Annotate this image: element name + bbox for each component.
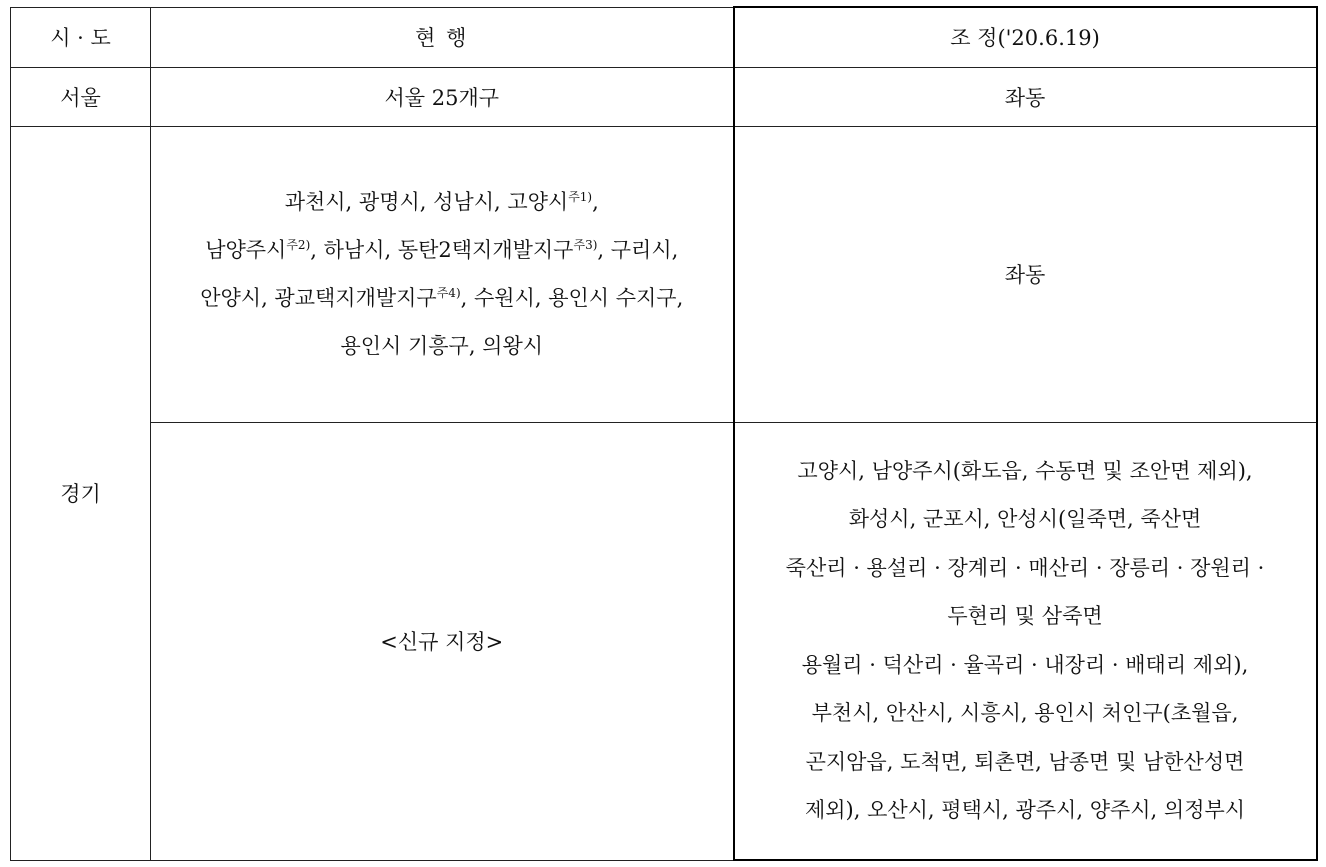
line-text: 과천시, 광명시, 성남시, 고양시	[284, 190, 569, 214]
line-text: ,	[592, 190, 599, 214]
footnote-marker: 주3)	[573, 238, 598, 252]
new-list-line: 두현리 및 삼죽면	[947, 604, 1103, 629]
new-list-line: 용월리 · 덕산리 · 율곡리 · 내장리 · 배태리 제외),	[801, 652, 1249, 677]
line-text: , 하남시, 동탄2택지개발지구	[310, 238, 574, 262]
gyeonggi-current-list	[151, 126, 734, 422]
line-text: , 구리시,	[597, 238, 679, 262]
seoul-row	[11, 67, 1317, 126]
seoul-region: 서울	[11, 67, 151, 126]
gyeonggi-adjusted-same: 좌동	[734, 126, 1317, 422]
header-region: 시 · 도	[11, 7, 151, 67]
footnote-marker: 주4)	[436, 286, 461, 300]
seoul-adjusted: 좌동	[734, 67, 1317, 126]
footnote-marker: 주1)	[568, 190, 593, 204]
current-list-line	[151, 178, 733, 226]
new-list-line: 제외), 오산시, 평택시, 광주시, 양주시, 의정부시	[804, 798, 1246, 823]
gyeonggi-row-new	[11, 422, 1317, 860]
line-text: 남양주시	[205, 238, 287, 262]
new-list-line: 부천시, 안산시, 시흥시, 용인시 처인구(초월읍,	[811, 701, 1239, 726]
line-text: 용인시 기흥구, 의왕시	[340, 334, 544, 358]
gyeonggi-row-existing	[11, 126, 1317, 422]
seoul-current: 서울 25개구	[151, 67, 734, 126]
line-text: 안양시, 광교택지개발지구	[200, 286, 437, 310]
new-list-lines	[735, 447, 1316, 835]
new-list-line: 고양시, 남양주시(화도읍, 수동면 및 조안면 제외),	[797, 458, 1253, 483]
current-list-lines	[151, 178, 733, 370]
header-current: 현 행	[151, 7, 734, 67]
line-text: , 수원시, 용인시 수지구,	[460, 286, 684, 310]
header-row	[11, 7, 1317, 67]
regulation-area-table	[10, 6, 1318, 861]
current-list-line	[151, 274, 733, 322]
gyeonggi-region: 경기	[11, 126, 151, 860]
gyeonggi-new-list	[734, 422, 1317, 860]
current-list-line	[151, 226, 733, 274]
footnote-marker: 주2)	[286, 238, 311, 252]
new-list-line: 죽산리 · 용설리 · 장계리 · 매산리 · 장릉리 · 장원리 ·	[785, 555, 1265, 580]
gyeonggi-new-designation: <신규 지정>	[151, 422, 734, 860]
new-list-line: 곤지암읍, 도척면, 퇴촌면, 남종면 및 남한산성면	[805, 749, 1245, 774]
header-adjusted: 조 정('20.6.19)	[734, 7, 1317, 67]
current-list-line	[151, 322, 733, 370]
new-list-line: 화성시, 군포시, 안성시(일죽면, 죽산면	[848, 507, 1202, 532]
